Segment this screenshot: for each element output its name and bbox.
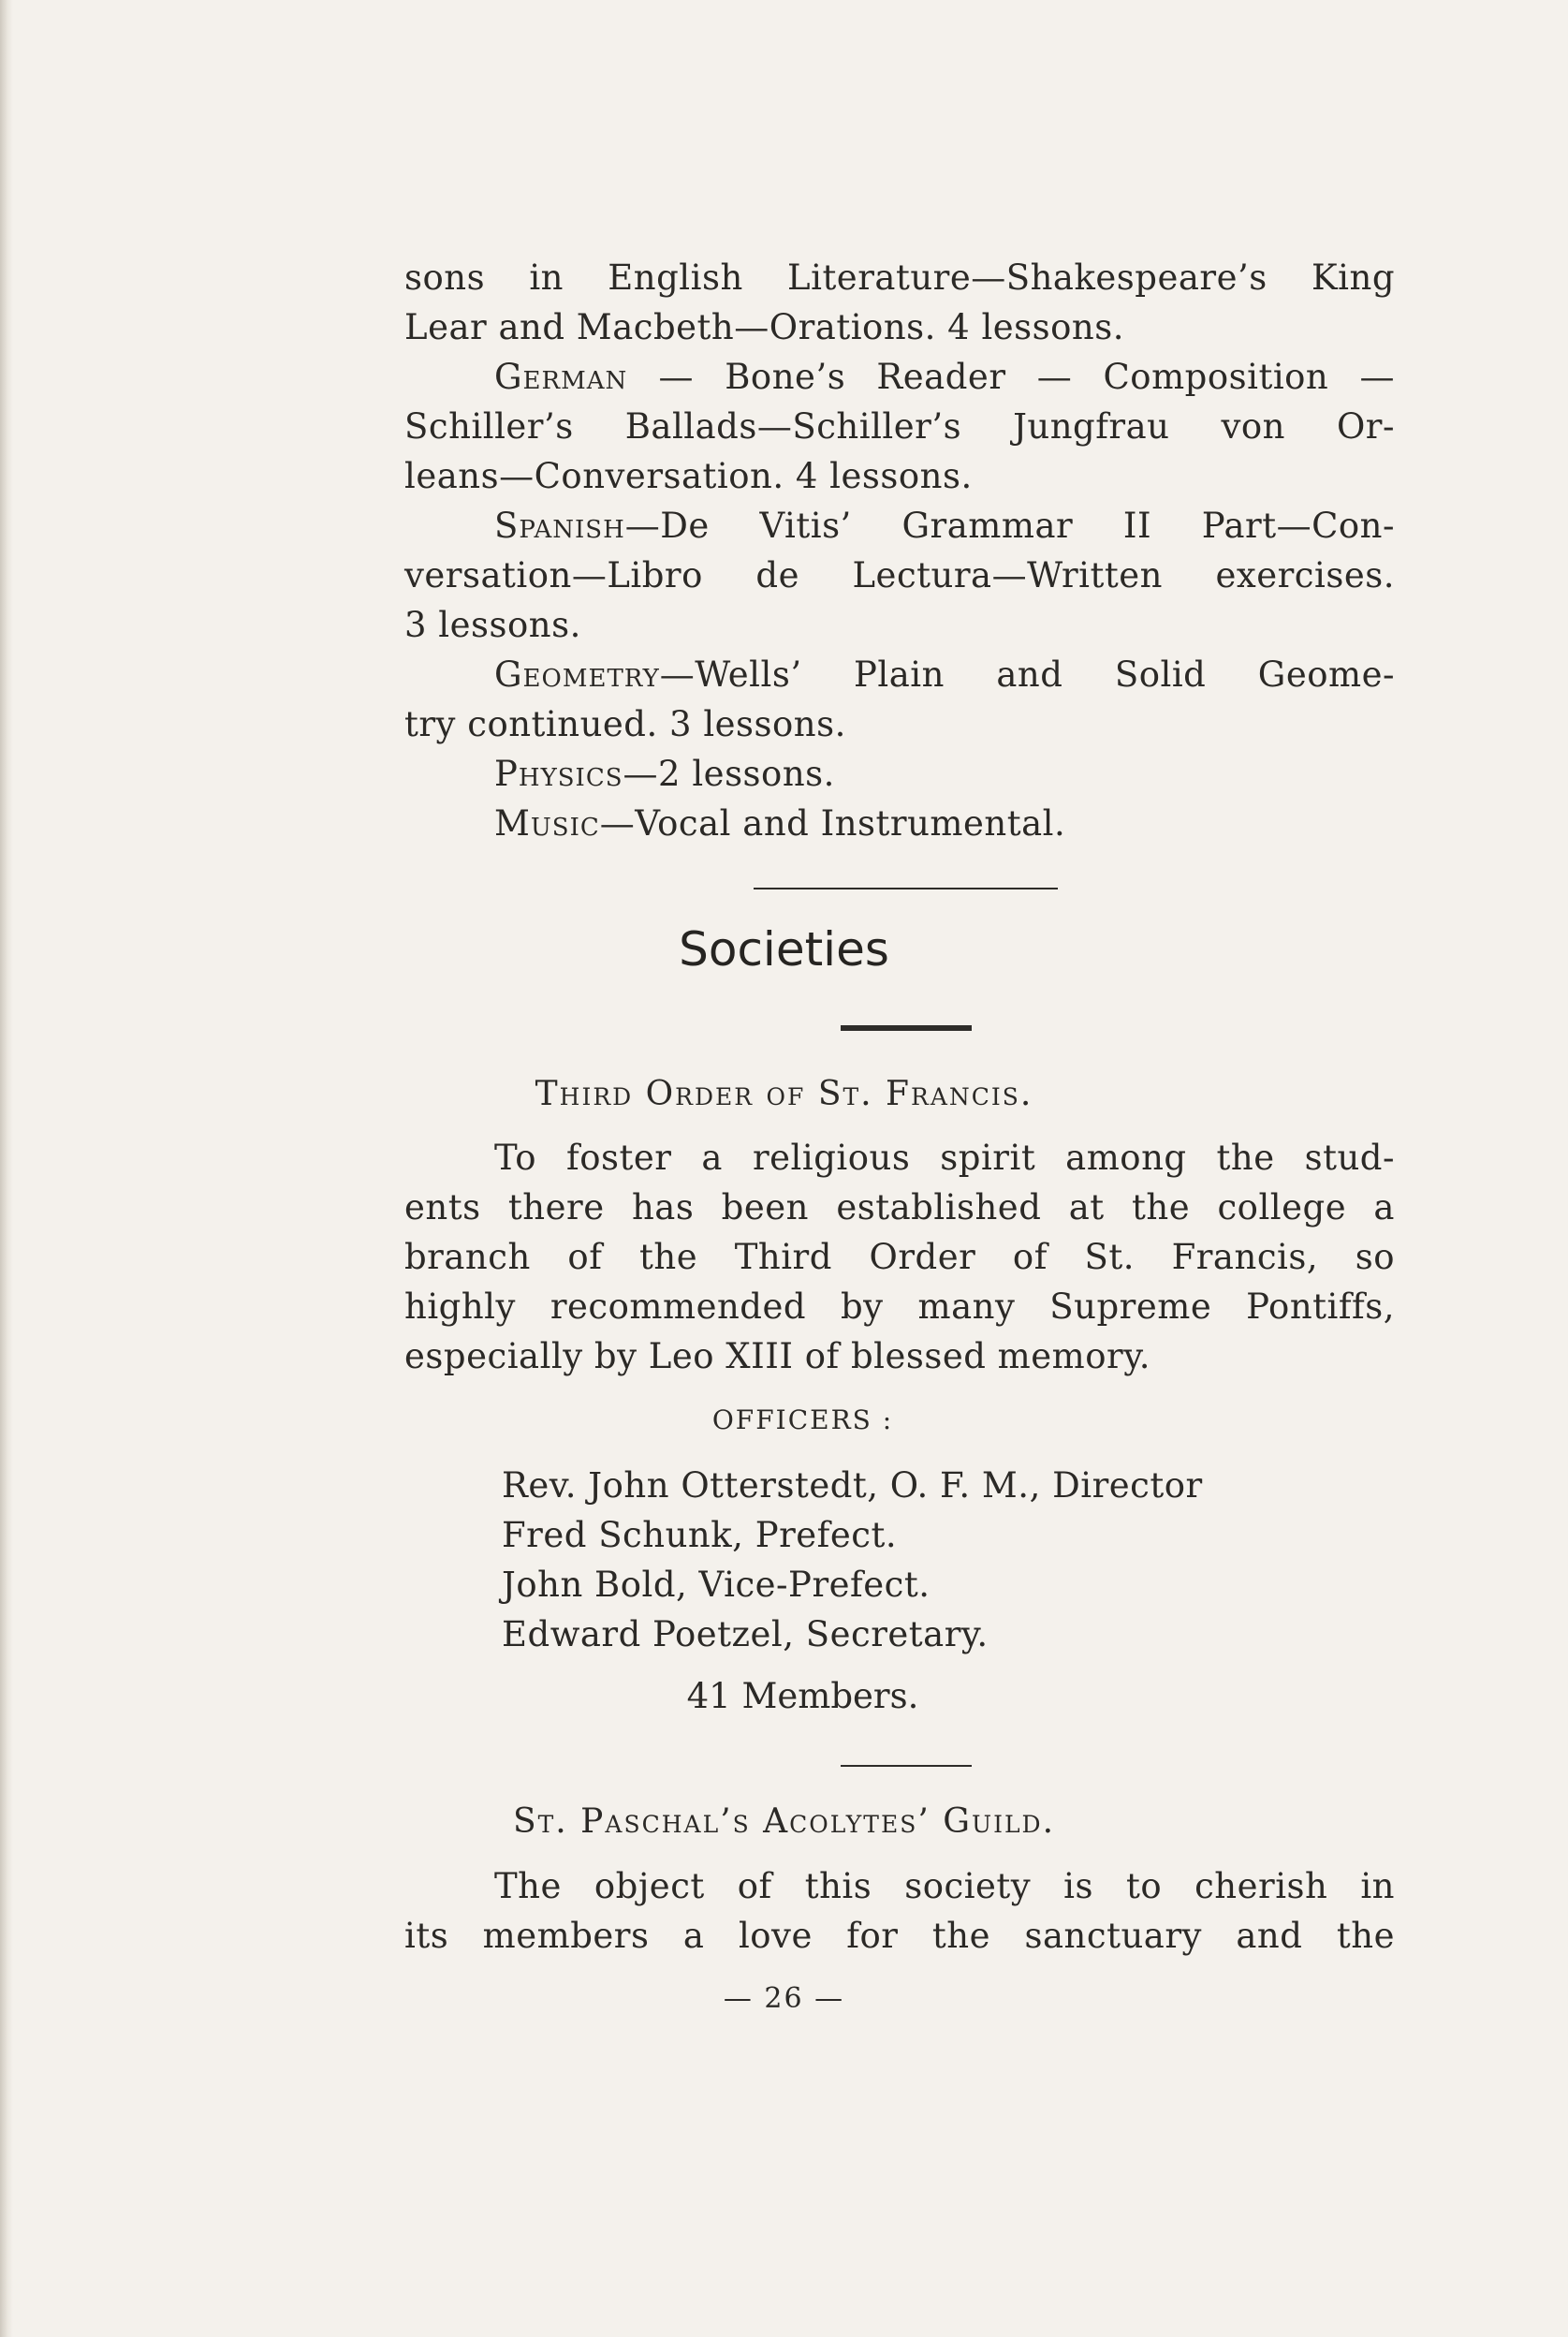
course-text: —2 lessons. bbox=[623, 754, 835, 794]
course-text: —Vocal and Instrumental. bbox=[599, 803, 1066, 844]
course-line: leans—Conversation. 4 lessons. bbox=[404, 456, 973, 496]
course-spanish bbox=[404, 501, 1395, 551]
third-order-paragraph bbox=[404, 1133, 1395, 1381]
paragraph-line: highly recommended by many Supreme Pontiffs, bbox=[404, 1286, 1395, 1327]
course-geometry bbox=[404, 650, 1395, 699]
member-count: 41 Members. bbox=[686, 1676, 919, 1716]
paragraph-line: especially by Leo XIII of blessed memory. bbox=[404, 1336, 1150, 1376]
officers-label: OFFICERS : bbox=[711, 1404, 894, 1435]
course-label: German bbox=[494, 357, 628, 397]
course-line: versation—Libro de Lectura—Written exercises. bbox=[404, 555, 1395, 595]
paragraph-line: The object of this society is to cherish in bbox=[494, 1866, 1395, 1906]
course-text: —De Vitis’ Grammar II Part—Con- bbox=[624, 506, 1395, 546]
guild-heading: St. Paschal’s Acolytes’ Guild. bbox=[512, 1802, 1056, 1841]
paragraph-line: ents there has been established at the college a bbox=[404, 1187, 1395, 1227]
officer-entry: Edward Poetzel, Secretary. bbox=[502, 1614, 989, 1654]
course-label: Spanish bbox=[494, 506, 625, 546]
officer-entry: Rev. John Otterstedt, O. F. M., Director bbox=[502, 1465, 1203, 1506]
section-divider-short bbox=[841, 1765, 972, 1767]
officer-entry: Fred Schunk, Prefect. bbox=[502, 1515, 898, 1555]
course-label: Music bbox=[494, 803, 600, 844]
course-line: sons in English Literature—Shakespeare’s King bbox=[404, 257, 1395, 298]
paragraph-line: To foster a religious spirit among the stud- bbox=[494, 1138, 1395, 1178]
course-text: —Wells’ Plain and Solid Geome- bbox=[659, 654, 1395, 695]
course-line: Lear and Macbeth—Orations. 4 lessons. bbox=[404, 307, 1125, 347]
paragraph-line: branch of the Third Order of St. Francis, so bbox=[404, 1237, 1395, 1277]
guild-paragraph bbox=[404, 1861, 1395, 1961]
course-physics bbox=[404, 749, 1395, 799]
title-underline bbox=[841, 1025, 972, 1031]
course-line: 3 lessons. bbox=[404, 605, 581, 645]
course-label: Geometry bbox=[494, 654, 660, 695]
paragraph-line: its members a love for the sanctuary and the bbox=[404, 1916, 1395, 1956]
third-order-heading: Third Order of St. Francis. bbox=[535, 1075, 1033, 1113]
societies-title: Societies bbox=[679, 922, 889, 977]
course-list bbox=[404, 253, 1395, 848]
course-line: Schiller’s Ballads—Schiller’s Jungfrau von Or- bbox=[404, 406, 1395, 447]
course-label: Physics bbox=[494, 754, 623, 794]
officer-list bbox=[502, 1461, 1203, 1659]
section-divider bbox=[754, 888, 1058, 889]
page-number: — 26 — bbox=[723, 1982, 845, 2015]
course-music bbox=[404, 799, 1395, 848]
officer-entry: John Bold, Vice-Prefect. bbox=[502, 1565, 931, 1605]
course-german bbox=[404, 352, 1395, 402]
course-text: — Bone’s Reader — Composition — bbox=[627, 357, 1395, 397]
course-line: try continued. 3 lessons. bbox=[404, 704, 846, 744]
